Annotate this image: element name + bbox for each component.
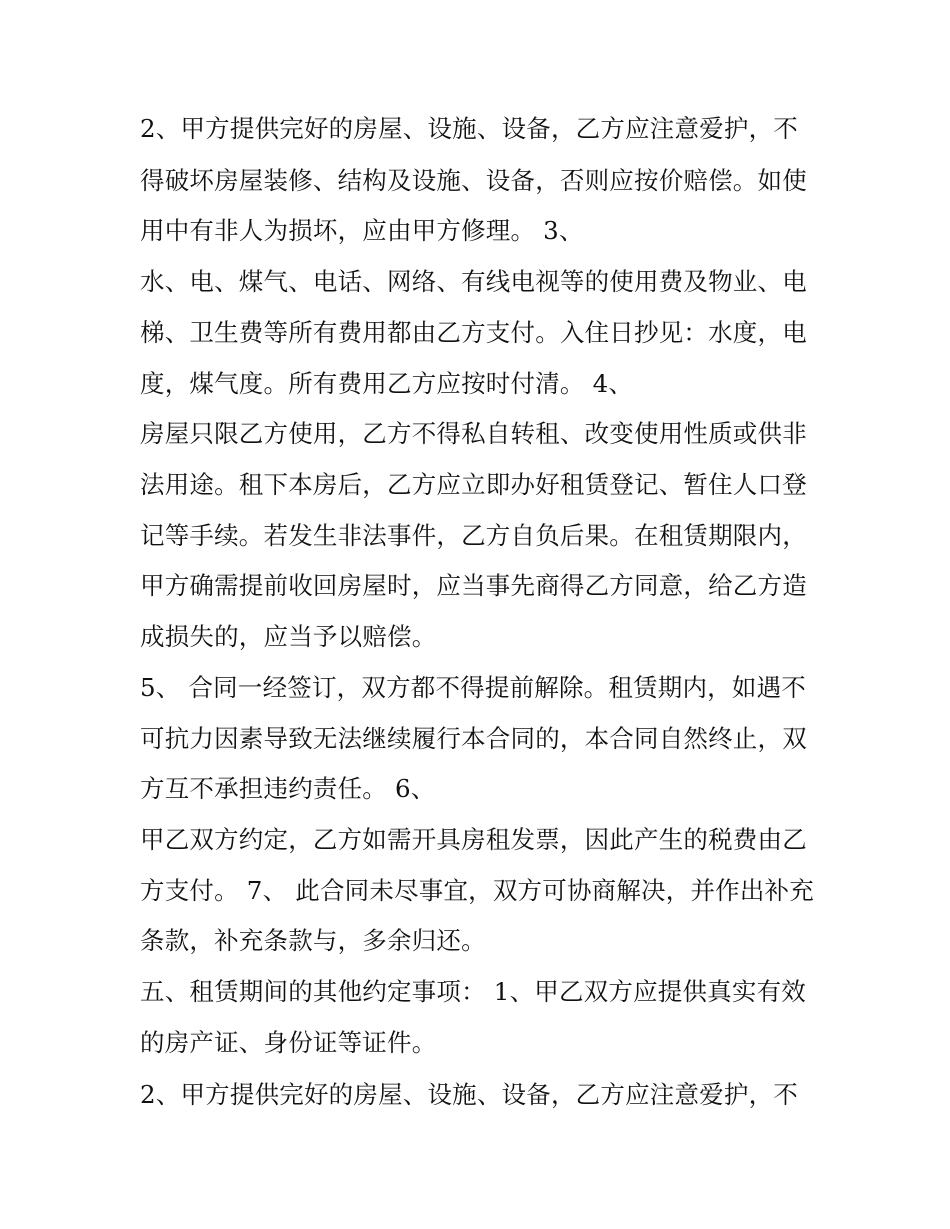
text-line: 用中有非人为损坏，应由甲方修理。 3、	[140, 216, 584, 245]
text-line: 记等手续。若发生非法事件，乙方自负后果。在租赁期限内，	[140, 521, 807, 550]
text-line: 2、甲方提供完好的房屋、设施、设备，乙方应注意爱护，不	[140, 114, 798, 143]
text-line: 法用途。租下本房后，乙方应立即办好租赁登记、暂住人口登	[140, 470, 807, 499]
text-line: 5、 合同一经签订，双方都不得提前解除。租赁期内，如遇不	[140, 673, 806, 702]
text-line: 2、甲方提供完好的房屋、设施、设备，乙方应注意爱护，不	[140, 1080, 798, 1109]
text-line: 五、租赁期间的其他约定事项： 1、甲乙双方应提供真实有效	[140, 977, 806, 1006]
text-line: 甲方确需提前收回房屋时，应当事先商得乙方同意，给乙方造	[140, 571, 807, 600]
text-line: 条款，补充条款与，多余归还。	[140, 926, 486, 955]
text-line: 得破坏房屋装修、结构及设施、设备，否则应按价赔偿。如使	[140, 166, 807, 195]
text-line: 方支付。 7、 此合同未尽事宜，双方可协商解决，并作出补充	[140, 876, 814, 905]
text-line: 方互不承担违约责任。 6、	[140, 774, 436, 803]
text-line: 度，煤气度。所有费用乙方应按时付清。 4、	[140, 369, 634, 398]
text-line: 的房产证、身份证等证件。	[140, 1028, 437, 1057]
text-line: 甲乙双方约定，乙方如需开具房租发票，因此产生的税费由乙	[140, 825, 807, 854]
text-line: 成损失的，应当予以赔偿。	[140, 622, 437, 651]
text-line: 可抗力因素导致无法继续履行本合同的，本合同自然终止，双	[140, 724, 807, 753]
text-line: 梯、卫生费等所有费用都由乙方支付。入住日抄见：水度，电	[140, 318, 807, 347]
text-line: 水、电、煤气、电话、网络、有线电视等的使用费及物业、电	[140, 267, 807, 296]
text-line: 房屋只限乙方使用，乙方不得私自转租、改变使用性质或供非	[140, 419, 807, 448]
